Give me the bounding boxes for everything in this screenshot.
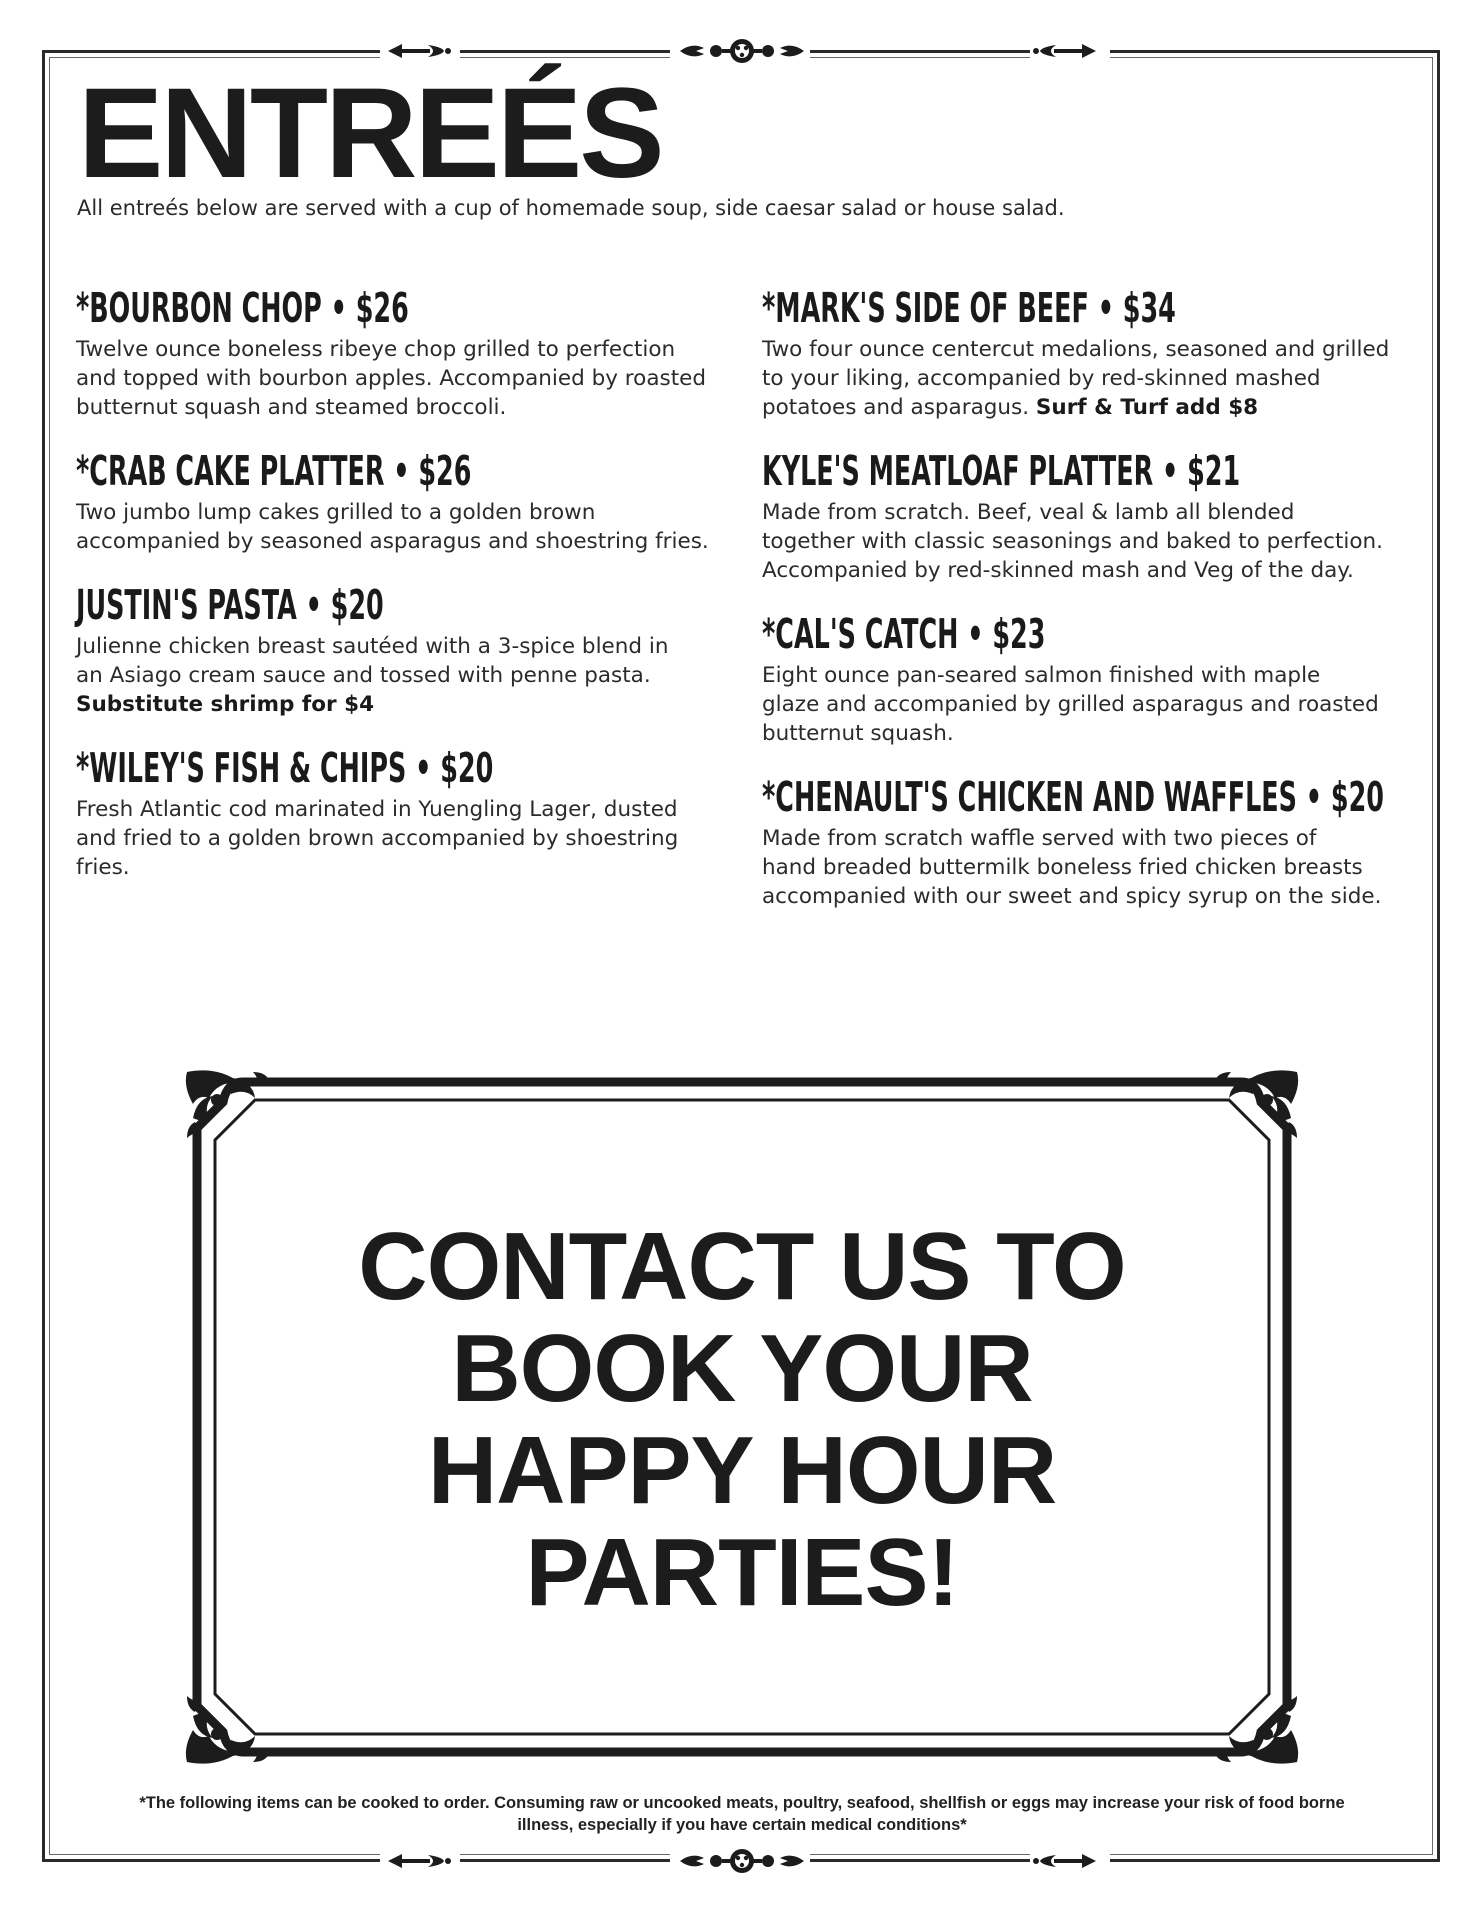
contact-line: BOOK YOUR — [451, 1315, 1033, 1422]
menu-item-description — [76, 335, 736, 422]
contact-banner — [183, 1068, 1301, 1766]
description-line: Made from scratch waffle served with two pieces of — [762, 826, 1317, 851]
description-line: Two jumbo lump cakes grilled to a golden brown — [76, 500, 596, 525]
menu-item — [762, 283, 1422, 422]
description-line: Made from scratch. Beef, veal & lamb all blended — [762, 500, 1295, 525]
description-line: to your liking, accompanied by red-skinned mashed — [762, 366, 1321, 391]
description-line: Two four ounce centercut medalions, seasoned and grilled — [762, 337, 1390, 362]
description-line: an Asiago cream sauce and tossed with penne pasta. — [76, 663, 651, 688]
menu-column-right — [762, 283, 1422, 935]
menu-item-name: *CRAB CAKE PLATTER • $26 — [76, 447, 472, 495]
menu-item-name: JUSTIN'S PASTA • $20 — [76, 581, 384, 629]
menu-item-name: *MARK'S SIDE OF BEEF • $34 — [762, 284, 1176, 332]
description-line: accompanied with our sweet and spicy syrup on the side. — [762, 884, 1382, 909]
menu-item-name: KYLE'S MEATLOAF PLATTER • $21 — [762, 447, 1241, 495]
contact-line: CONTACT US TO — [358, 1213, 1126, 1320]
description-line: hand breaded buttermilk boneless fried chicken breasts — [762, 855, 1363, 880]
menu-item-name: *WILEY'S FISH & CHIPS • $20 — [76, 744, 494, 792]
description-line: Twelve ounce boneless ribeye chop grilled to perfection — [76, 337, 676, 362]
description-line: together with classic seasonings and baked to perfection. — [762, 529, 1384, 554]
menu-item-addon: Substitute shrimp for $4 — [76, 692, 375, 717]
description-line: and topped with bourbon apples. Accompanied by roasted — [76, 366, 706, 391]
description-line-with-addon — [762, 393, 1422, 422]
contact-heading — [183, 1213, 1301, 1626]
description-line: fries. — [76, 855, 130, 880]
menu-item — [762, 609, 1422, 748]
menu-item-name: *CAL'S CATCH • $23 — [762, 610, 1046, 658]
description-line: butternut squash and steamed broccoli. — [76, 395, 507, 420]
description-line: accompanied by seasoned asparagus and shoestring fries. — [76, 529, 709, 554]
menu-item — [76, 283, 736, 422]
menu-item-description — [76, 632, 736, 719]
contact-line: HAPPY HOUR — [427, 1417, 1057, 1524]
menu-item-description — [762, 335, 1422, 422]
food-safety-disclaimer — [80, 1792, 1404, 1836]
disclaimer-line: *The following items can be cooked to order. Consuming raw or uncooked meats, poultry, seafood, shellfish or eggs may increase your risk of food borne — [139, 1794, 1345, 1812]
description-line: butternut squash. — [762, 721, 954, 746]
disclaimer-line: illness, especially if you have certain medical conditions* — [517, 1816, 967, 1834]
menu-item-description — [76, 795, 736, 882]
page-title: ENTREÉS — [78, 62, 662, 205]
menu-column-left — [76, 283, 736, 906]
menu-item — [76, 580, 736, 719]
description-line: Accompanied by red-skinned mash and Veg of the day. — [762, 558, 1354, 583]
description-text: potatoes and asparagus. — [762, 395, 1030, 420]
description-line: and fried to a golden brown accompanied by shoestring — [76, 826, 679, 851]
menu-item-name: *CHENAULT'S CHICKEN AND WAFFLES • $20 — [762, 773, 1384, 821]
contact-line: PARTIES! — [525, 1519, 959, 1626]
menu-item — [762, 446, 1422, 585]
bottom-ornament — [0, 1842, 1484, 1882]
description-line: Eight ounce pan-seared salmon finished with maple — [762, 663, 1321, 688]
menu-item — [76, 743, 736, 882]
page-subtitle: All entreés below are served with a cup of homemade soup, side caesar salad or house salad. — [77, 196, 1065, 220]
menu-item-description — [762, 661, 1422, 748]
menu-item-description — [76, 498, 736, 556]
menu-item-description — [762, 824, 1422, 911]
menu-item-addon: Surf & Turf add $8 — [1035, 395, 1259, 420]
description-line: Julienne chicken breast sautéed with a 3-spice blend in — [76, 634, 669, 659]
menu-item — [76, 446, 736, 556]
description-line: Fresh Atlantic cod marinated in Yuengling Lager, dusted — [76, 797, 678, 822]
menu-item — [762, 772, 1422, 911]
menu-item-description — [762, 498, 1422, 585]
menu-item-name: *BOURBON CHOP • $26 — [76, 284, 409, 332]
description-line: glaze and accompanied by grilled asparagus and roasted — [762, 692, 1379, 717]
